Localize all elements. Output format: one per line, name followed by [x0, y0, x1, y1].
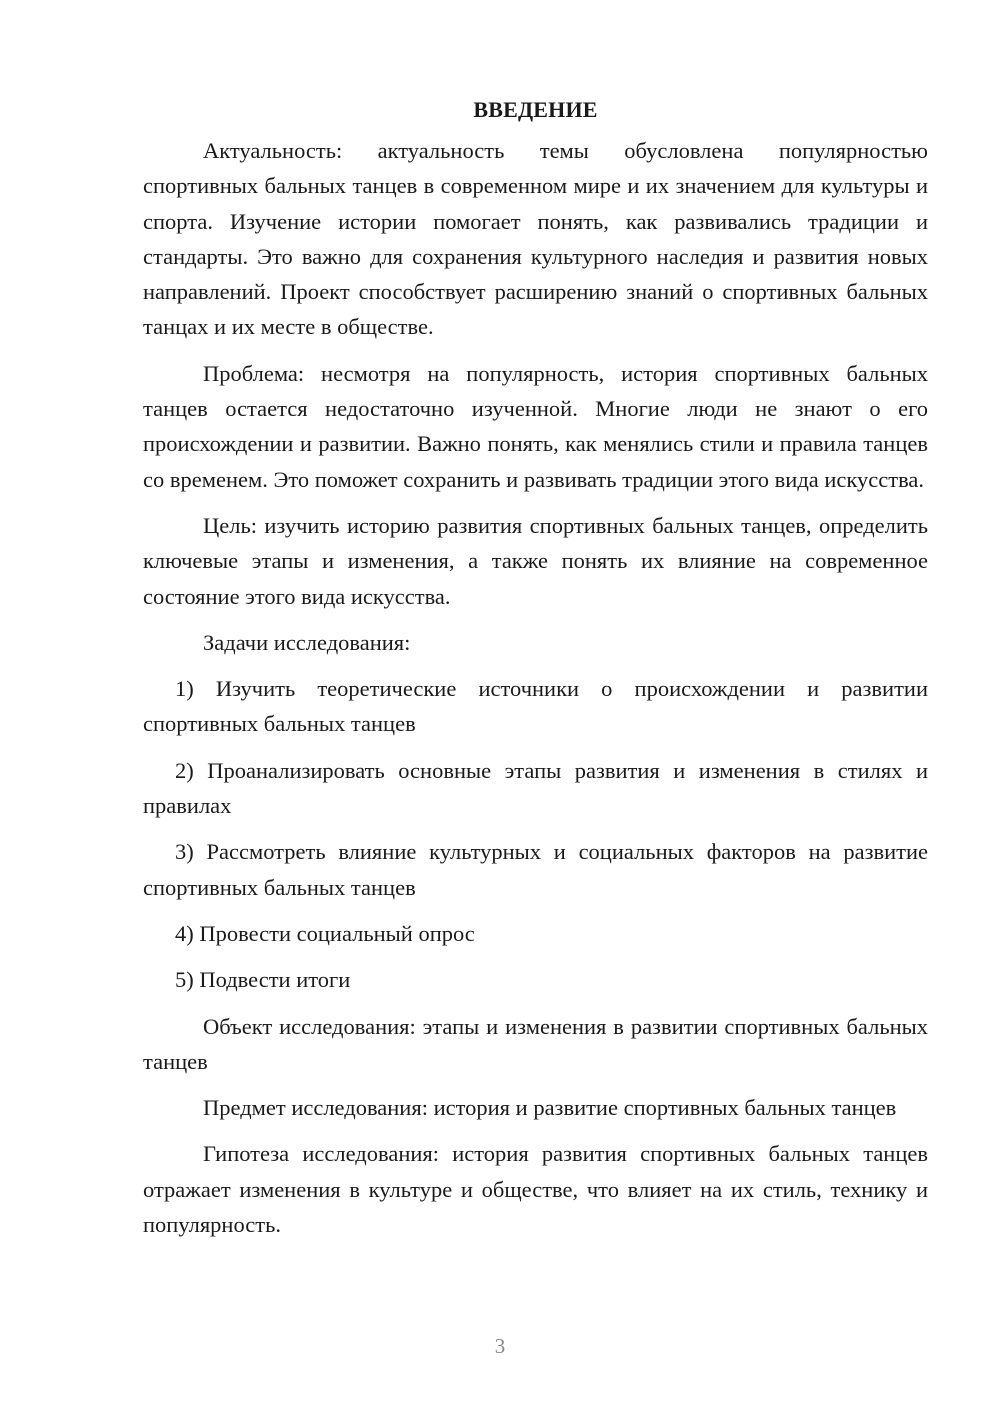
task-item-5: 5) Подвести итоги: [175, 967, 351, 993]
task-item-3: 3) Рассмотреть влияние культурных и социальных факторов на развитие спортивных бальных танцев: [143, 839, 928, 900]
tasks-heading: Задачи исследования:: [203, 629, 411, 655]
hypothesis-paragraph: Гипотеза исследования: история развития спортивных бальных танцев отражает изменения в культуре и обществе, что влияет на их стиль, технику и популярность.: [143, 1141, 928, 1238]
object-paragraph: Объект исследования: этапы и изменения в развитии спортивных бальных танцев: [143, 1013, 928, 1074]
task-item-1: 1) Изучить теоретические источники о происхождении и развитии спортивных бальных танцев: [143, 676, 928, 737]
problem-paragraph: Проблема: несмотря на популярность, история спортивных бальных танцев остается недостаточно изученной. Многие люди не знают о его происхождении и развитии. Важно понять, как менялись стили и правила танцев со временем. Это поможет сохранить и развивать традиции этого вида искусства.: [143, 360, 928, 492]
subject-paragraph: Предмет исследования: история и развитие спортивных бальных танцев: [203, 1095, 897, 1121]
task-item-4: 4) Провести социальный опрос: [175, 920, 475, 946]
document-page: [143, 92, 928, 1242]
goal-paragraph: Цель: изучить историю развития спортивных бальных танцев, определить ключевые этапы и изменения, а также понять их влияние на современное состояние этого вида искусства.: [143, 512, 928, 609]
page-heading: ВВЕДЕНИЕ: [473, 97, 598, 122]
page-number: 3: [494, 1334, 506, 1358]
task-item-2: 2) Проанализировать основные этапы развития и изменения в стилях и правилах: [143, 757, 928, 819]
relevance-paragraph: Актуальность: актуальность темы обусловлена популярностью спортивных бальных танцев в современном мире и их значением для культуры и спорта. Изучение истории помогает понять, как развивались традиции и стандарты. Это важно для сохранения культурного наследия и развития новых направлений. Проект способствует расширению знаний о спортивных бальных танцах и их месте в обществе.: [143, 138, 928, 340]
